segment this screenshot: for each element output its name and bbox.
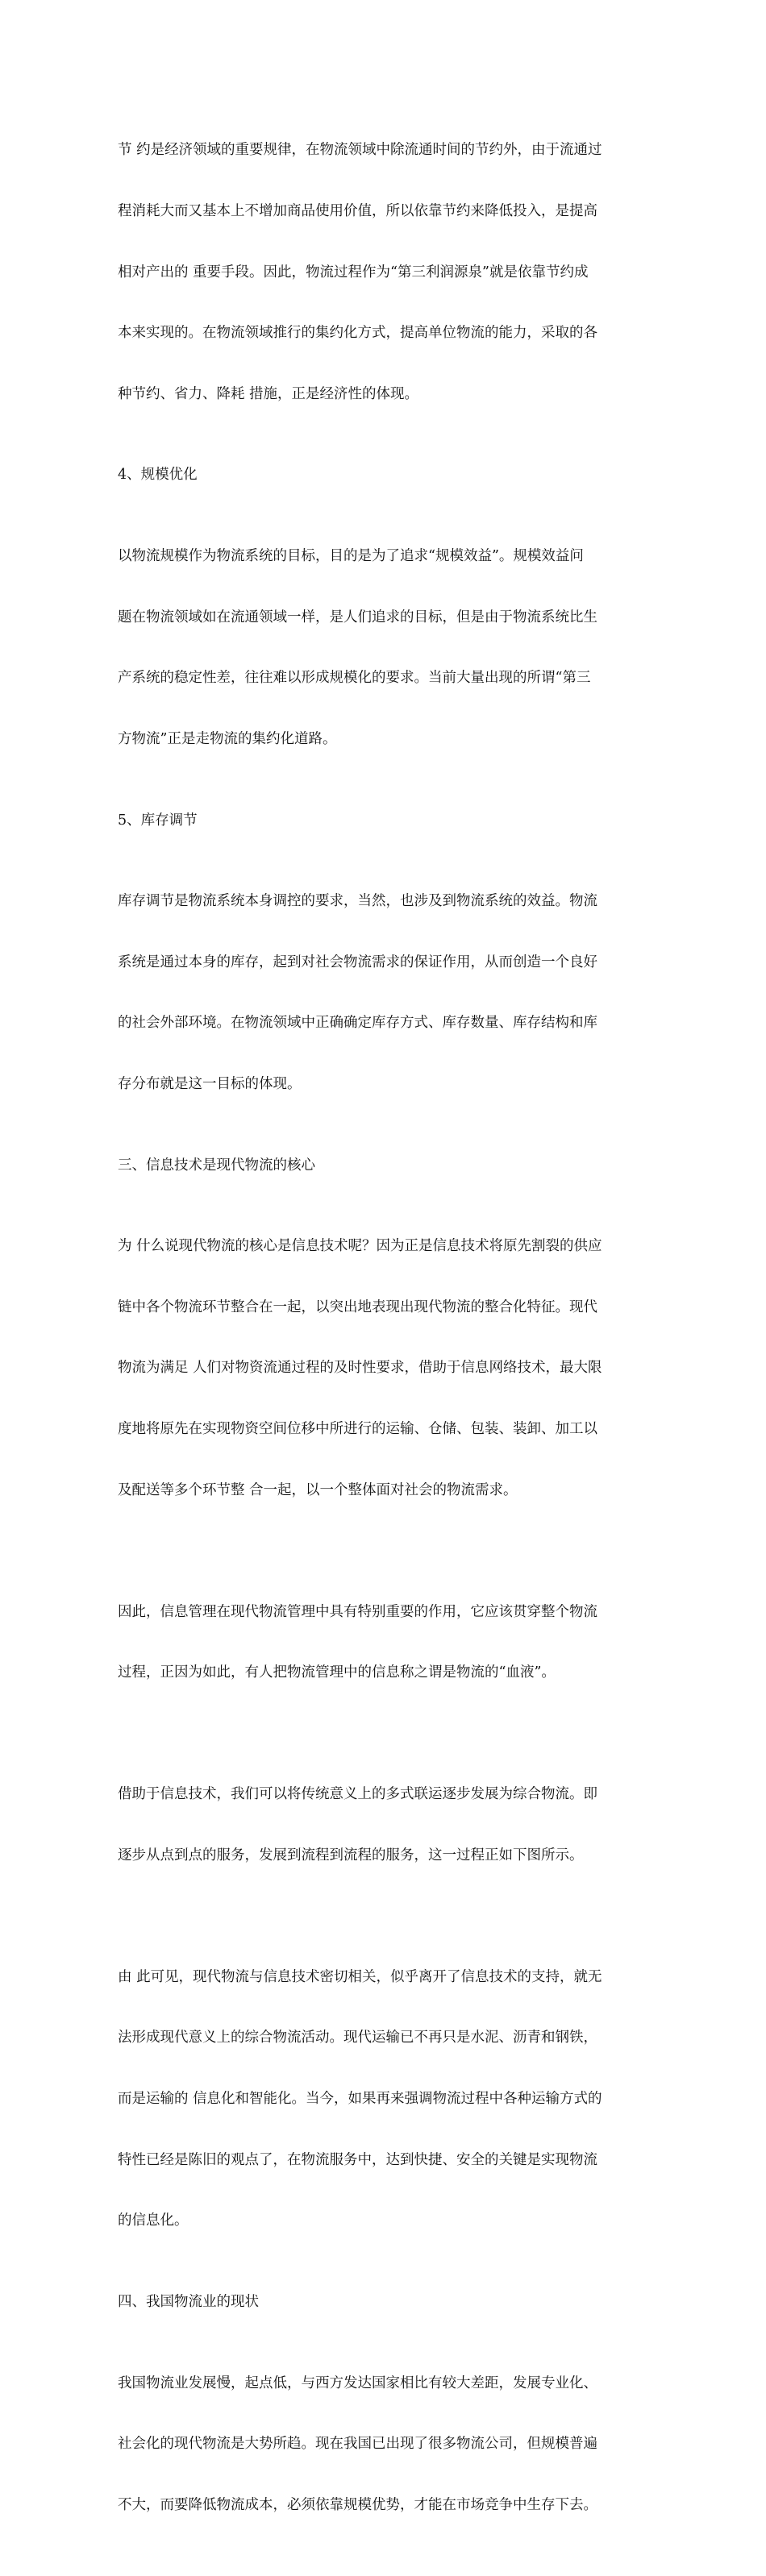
section-heading-scale: 4、规模优化 [118,467,198,484]
text-line: 本来实现的。在物流领域推行的集约化方式，提高单位物流的能力，采取的各 [118,325,597,342]
section-heading-it-core: 三、信息技术是现代物流的核心 [118,1157,315,1174]
text-line: 的信息化。 [118,2212,189,2229]
section-heading-current-status: 四、我国物流业的现状 [118,2293,259,2310]
text-line: 特性已经是陈旧的观点了，在物流服务中，达到快捷、安全的关键是实现物流 [118,2151,597,2168]
paragraph-scale [118,506,650,791]
text-line: 不大，而要降低物流成本，必须依靠规模优势，才能在市场竞争中生存下去。 [118,2496,597,2513]
text-line: 借助于信息技术，我们可以将传统意义上的多式联运逐步发展为综合物流。即 [118,1786,597,1803]
text-line: 链中各个物流环节整合在一起，以突出地表现出现代物流的整合化特征。现代 [118,1298,597,1315]
text-line: 法形成现代意义上的综合物流活动。现代运输已不再只是水泥、沥青和钢铁， [118,2030,597,2046]
text-line: 我国物流业发展慢，起点低，与西方发达国家相比有较大差距，发展专业化、 [118,2374,597,2391]
text-line: 节 约是经济领域的重要规律，在物流领域中除流通时间的节约外，由于流通过 [118,142,602,159]
text-line: 及配送等多个环节整 合一起，以一个整体面对社会的物流需求。 [118,1481,518,1498]
text-line: 社会化的现代物流是大势所趋。现在我国已出现了很多物流公司，但规模普遍 [118,2436,597,2453]
text-line: 库存调节是物流系统本身调控的要求，当然，也涉及到物流系统的效益。物流 [118,893,597,910]
paragraph-info-management [118,1561,650,1724]
section-heading-inventory: 5、库存调节 [118,812,198,829]
text-line: 度地将原先在实现物资空间位移中所进行的运输、仓储、包装、装卸、加工以 [118,1420,597,1437]
text-line: 以物流规模作为物流系统的目标，目的是为了追求“规模效益”。规模效益问 [118,548,584,565]
text-line: 方物流”正是走物流的集约化道路。 [118,730,337,747]
document-body [118,100,650,2576]
text-line: 题在物流领域如在流通领域一样，是人们追求的目标，但是由于物流系统比生 [118,609,597,625]
paragraph-current-status [118,2333,650,2556]
text-line: 系统是通过本身的库存，起到对社会物流需求的保证作用，从而创造一个良好 [118,954,597,970]
paragraph-it-core [118,1196,650,1541]
text-line: 过程，正因为如此，有人把物流管理中的信息称之谓是物流的“血液”。 [118,1664,556,1681]
text-line: 相对产出的 重要手段。因此，物流过程作为“第三利润源泉”就是依靠节约成 [118,264,589,280]
text-line: 种节约、省力、降耗 措施，正是经济性的体现。 [118,385,419,402]
text-line: 产系统的稳定性差，往往难以形成规模化的要求。当前大量出现的所谓“第三 [118,670,591,687]
text-line: 由 此可见，现代物流与信息技术密切相关，似乎离开了信息技术的支持，就无 [118,1968,602,1985]
text-line: 因此，信息管理在现代物流管理中具有特别重要的作用，它应该贯穿整个物流 [118,1603,597,1620]
text-line: 为 什么说现代物流的核心是信息技术呢？因为正是信息技术将原先割裂的供应 [118,1238,602,1255]
text-line: 逐步从点到点的服务，发展到流程到流程的服务，这一过程正如下图所示。 [118,1847,584,1863]
paragraph-economy [118,100,650,445]
paragraph-integrated-logistics [118,1744,650,1907]
text-line: 而是运输的 信息化和智能化。当今，如果再来强调物流过程中各种运输方式的 [118,2091,602,2108]
paragraph-informatization [118,1926,650,2271]
text-line: 物流为满足 人们对物资流通过程的及时性要求，借助于信息网络技术，最大限 [118,1360,602,1377]
text-line: 程消耗大而又基本上不增加商品使用价值，所以依靠节约来降低投入，是提高 [118,203,597,220]
text-line: 存分布就是这一目标的体现。 [118,1075,302,1092]
text-line: 的社会外部环境。在物流领域中正确确定库存方式、库存数量、库存结构和库 [118,1015,597,1032]
paragraph-inventory [118,851,650,1136]
